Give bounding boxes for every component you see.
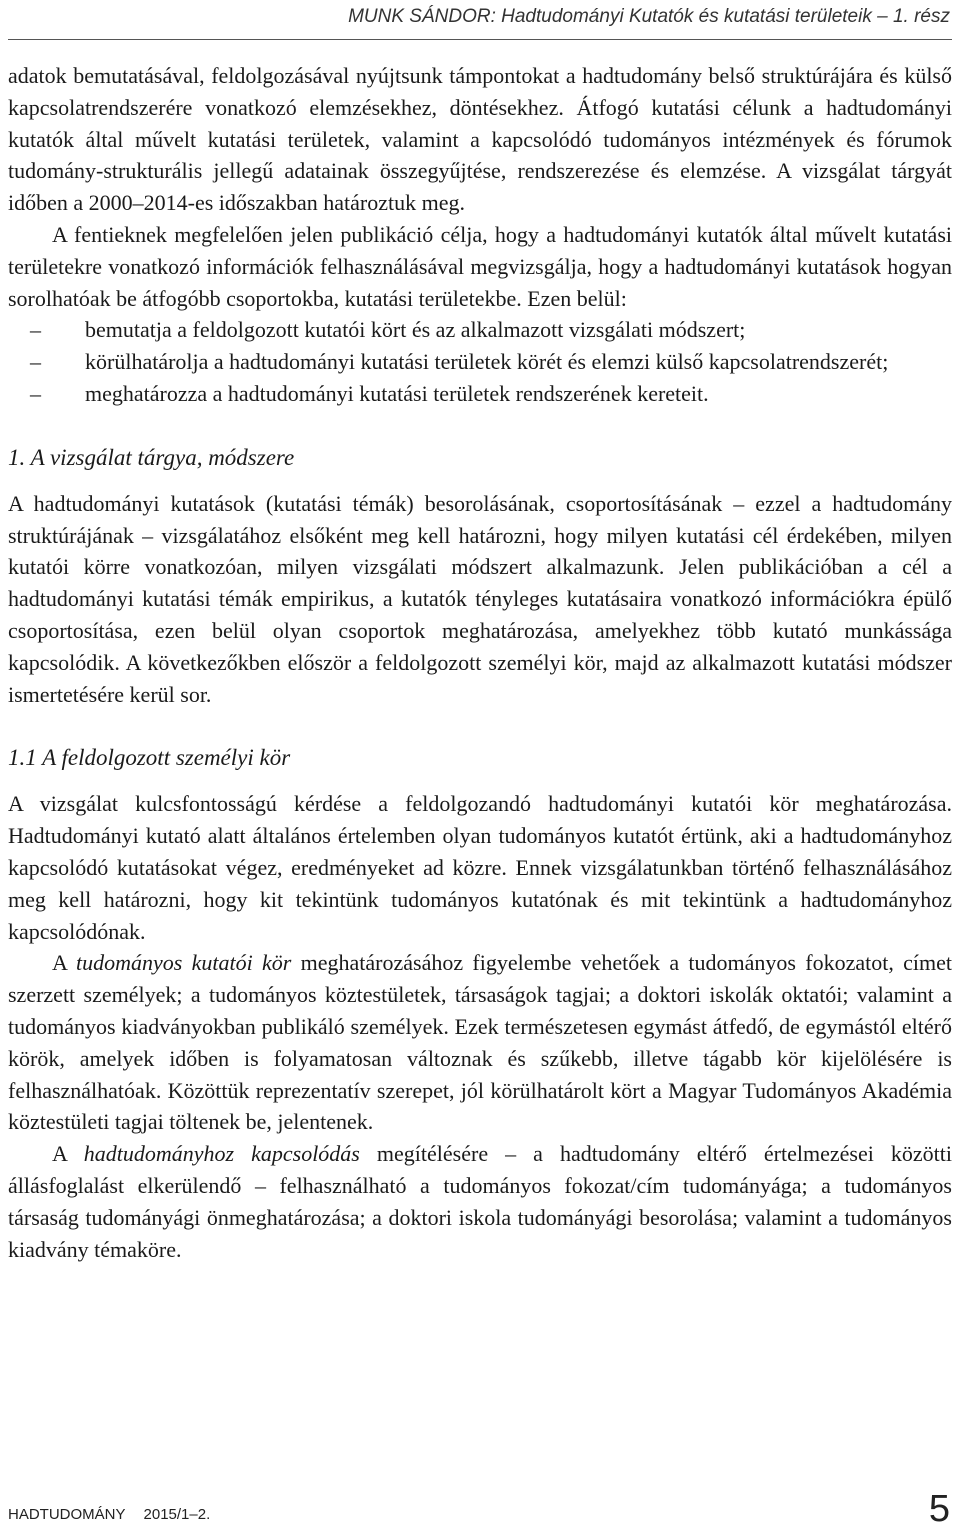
section-heading-1-1: 1.1 A feldolgozott személyi kör [8, 745, 291, 771]
intro-paragraph-2: A fentieknek megfelelően jelen publikáció célja, hogy a hadtudományi kutatók által művelt kutatási területekre vonatkozó információk felhasználásával megvizsgálja, hogy a hadtudományi kutatások hogyan sorolhatóak be átfogóbb csoportokba, kutatási területekbe. Ezen belül: [8, 221, 952, 311]
list-item-text: meghatározza a hadtudományi kutatási területek rendszerének kereteit. [85, 380, 709, 406]
list-item [8, 346, 952, 378]
emphasis-term: tudományos kutatói kör [75, 950, 292, 976]
list-item [8, 378, 952, 410]
intro-paragraph-1: adatok bemutatásával, feldolgozásával nyújtsunk támpontokat a hadtudomány belső struktúrájára és külső kapcsolatrendszerére vonatkozó elemzésekhez, döntésekhez. Átfogó kutatási célunk a hadtudományi kutatók által művelt kutatási területek, valamint a kapcsolódó tudományos intézmények és fórumok tudomány-strukturális jellegű adatainak összegyűjtése, rendszerezése és elemzése. A vizsgálat tárgyát időben a 2000–2014-es időszakban határoztuk meg. [8, 63, 952, 216]
paragraph-text: megítélésére – a hadtudomány eltérő értelmezései közötti állásfoglalást elkerülendő – felhasználható a tudományos fokozat/cím tudományága; a tudományos társaság tudományági önmeghatározása; a doktori iskola tudományági besorolása; valamint a tudományos kiadvány témaköre. [8, 1141, 952, 1262]
page-number: 5 [928, 1488, 950, 1530]
issue-number: 2015/1–2. [143, 1506, 211, 1523]
aims-list [8, 314, 952, 409]
paragraph-text: A [52, 1141, 84, 1167]
running-head: MUNK SÁNDOR: Hadtudományi Kutatók és kutatási területeik – 1. rész [348, 6, 950, 27]
section11-paragraph-3 [8, 1138, 952, 1265]
section11-paragraph-1: A vizsgálat kulcsfontosságú kérdése a feldolgozandó hadtudományi kutatói kör meghatározása. Hadtudományi kutató alatt általános értelemben olyan tudományos kutatót értünk, aki a hadtudományhoz kapcsolódó kutatásokat végez, eredményeket ad közre. Ennek vizsgálatunkban történő felhasználásához meg kell határozni, hogy kit tekintünk tudományos kutatónak és mit tekintünk a hadtudományhoz kapcsolódónak. [8, 791, 952, 944]
paragraph-text: meghatározásához figyelembe vehetőek a tudományos fokozatot, címet szerzett személyek; a tudományos köztestületek, társaságok tagjai; a doktori iskolák oktatói; valamint a tudományos kiadványokban publikáló személyek. Ezek természetesen egymást átfedő, de egymástól eltérő körök, amelyek időben is folyamatosan változnak és szűkebb, illetve tágabb kör kijelölésére is felhasználhatóak. Közöttük reprezentatív szerepet, jól körülhatárolt kört a Magyar Tudományos Akadémia köztestületi tagjai töltenek be, jelentenek. [8, 950, 953, 1135]
dash-bullet: – [30, 349, 41, 375]
list-item-text: bemutatja a feldolgozott kutatói kört és az alkalmazott vizsgálati módszert; [85, 317, 746, 343]
section1-paragraph-1: A hadtudományi kutatások (kutatási témák) besorolásának, csoportosításának – ezzel a hadtudomány struktúrájának – vizsgálatához elsőként meg kell határozni, hogy milyen kutatási cél érdekében, milyen kutatói körre vonatkozóan, milyen vizsgálati módszert alkalmazunk. Jelen publikációban a cél a hadtudományi kutatási témák empirikus, a kutatók tényleges kutatásaira vonatkozó információkra épülő csoportosítása, ezen belül olyan csoportok meghatározása, amelyekhez több kutató munkássága kapcsolódik. A következőkben először a feldolgozott személyi kör, majd az alkalmazott kutatási módszer ismertetésére kerül sor. [8, 490, 952, 707]
dash-bullet: – [30, 380, 41, 406]
paragraph-text: A [52, 950, 76, 976]
header-rule [8, 39, 952, 40]
section11-paragraph-2 [8, 947, 952, 1138]
footer-journal [8, 1506, 210, 1523]
article-body [8, 60, 952, 1265]
journal-name: HADTUDOMÁNY [8, 1506, 126, 1523]
list-item-text: körülhatárolja a hadtudományi kutatási területek körét és elemzi külső kapcsolatrendszerét; [85, 349, 889, 375]
emphasis-term: hadtudományhoz kapcsolódás [83, 1141, 360, 1167]
section-heading-1: 1. A vizsgálat tárgya, módszere [8, 444, 295, 470]
dash-bullet: – [30, 317, 41, 343]
list-item [8, 314, 952, 346]
